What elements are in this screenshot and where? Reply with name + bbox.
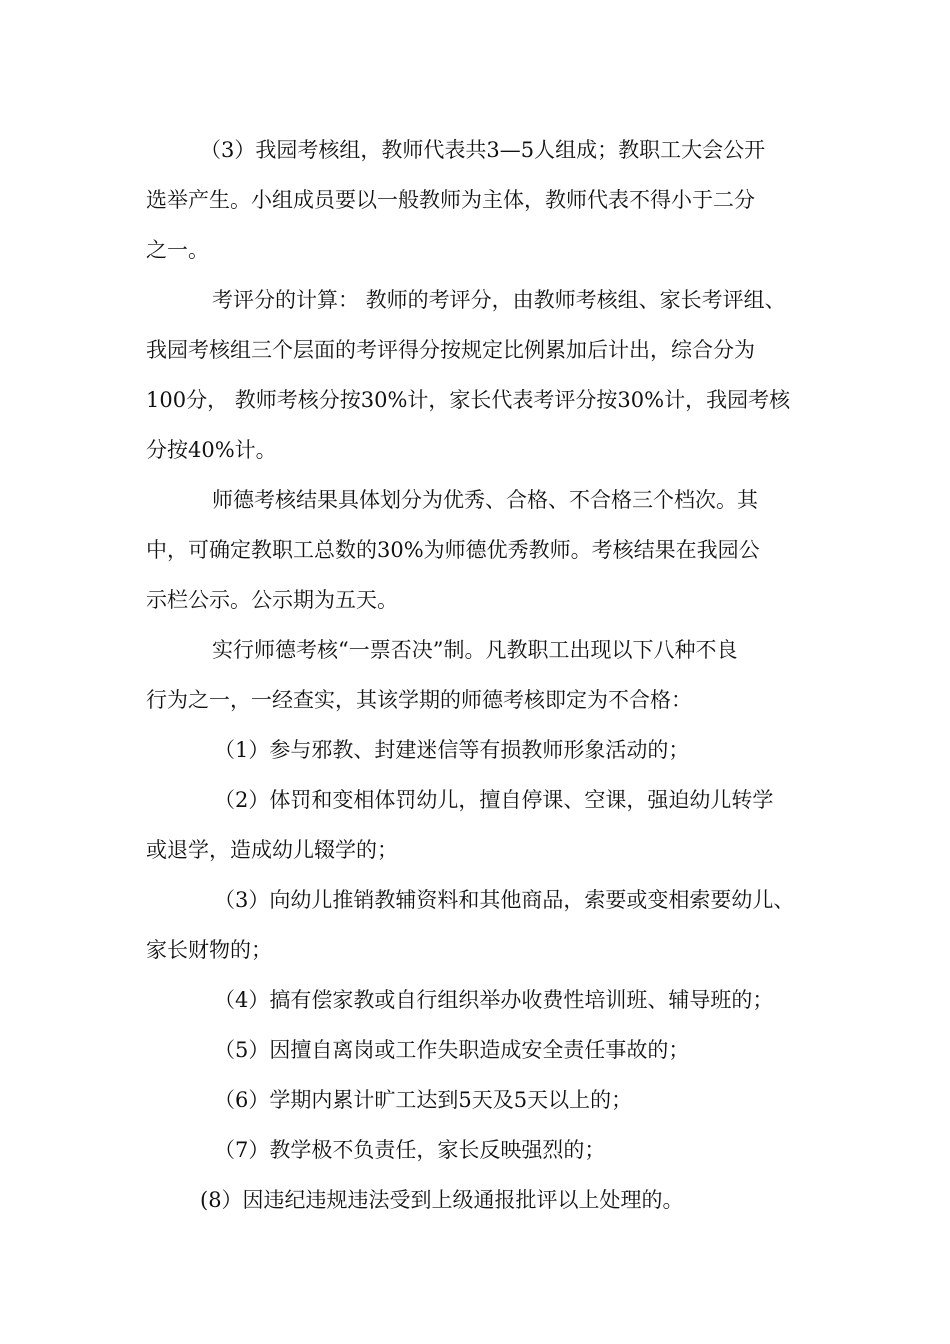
list-item-3-line-2: 家长财物的； <box>146 938 272 962</box>
list-item-5: （5）因擅自离岗或工作失职造成安全责任事故的； <box>214 1038 690 1062</box>
paragraph-4-line-2: 行为之一，一经查实，其该学期的师德考核即定为不合格： <box>146 688 692 712</box>
paragraph-1-line-3: 之一。 <box>146 238 209 262</box>
list-item-6: （6）学期内累计旷工达到5天及5天以上的； <box>214 1088 633 1112</box>
paragraph-1-line-2: 选举产生。小组成员要以一般教师为主体，教师代表不得小于二分 <box>146 188 755 212</box>
paragraph-2-line-1: 考评分的计算： 教师的考评分，由教师考核组、家长考评组、 <box>212 288 786 312</box>
paragraph-1-line-1: （3）我园考核组，教师代表共3—5人组成；教职工大会公开 <box>200 138 766 162</box>
list-item-4: （4）搞有偿家教或自行组织举办收费性培训班、辅导班的； <box>214 988 774 1012</box>
paragraph-3-line-3: 示栏公示。公示期为五天。 <box>146 588 398 612</box>
list-item-8: (8）因违纪违规违法受到上级通报批评以上处理的。 <box>200 1188 684 1212</box>
list-item-7: （7）教学极不负责任，家长反映强烈的； <box>214 1138 606 1162</box>
paragraph-2-line-2: 我园考核组三个层面的考评得分按规定比例累加后计出，综合分为 <box>146 338 755 362</box>
paragraph-3-line-1: 师德考核结果具体划分为优秀、合格、不合格三个档次。其 <box>212 488 758 512</box>
paragraph-2-line-4: 分按40%计。 <box>146 438 277 462</box>
paragraph-4-line-1: 实行师德考核“一票否决”制。凡教职工出现以下八种不良 <box>212 638 738 662</box>
paragraph-2-line-3: 100分， 教师考核分按30%计，家长代表考评分按30%计，我园考核 <box>146 388 791 412</box>
list-item-1: （1）参与邪教、封建迷信等有损教师形象活动的； <box>214 738 690 762</box>
list-item-2-line-2: 或退学，造成幼儿辍学的； <box>146 838 398 862</box>
paragraph-3-line-2: 中，可确定教职工总数的30%为师德优秀教师。考核结果在我园公 <box>146 538 760 562</box>
list-item-2-line-1: （2）体罚和变相体罚幼儿，擅自停课、空课，强迫幼儿转学 <box>214 788 774 812</box>
list-item-3-line-1: （3）向幼儿推销教辅资料和其他商品，索要或变相索要幼儿、 <box>214 888 795 912</box>
